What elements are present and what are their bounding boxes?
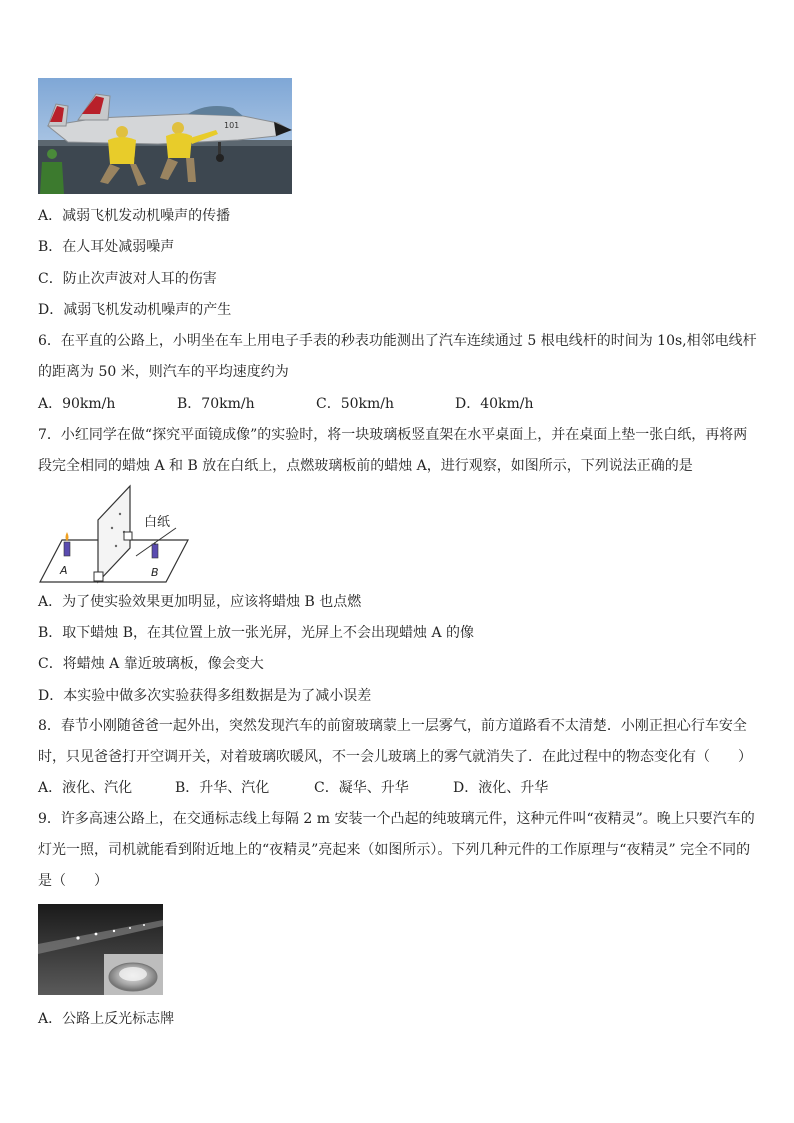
q5-option-b: B．在人耳处减弱噪声	[38, 239, 175, 255]
q8-option-b: B．升华、汽化	[175, 780, 270, 796]
q8-stem: 8．春节小刚随爸爸一起外出，突然发现汽车的前窗玻璃蒙上一层雾气，前方道路看不太清楚．小刚正担心行车安全时，只见爸爸打开空调开关，对着玻璃吹暖风，不一会儿玻璃上的雾气就消失了．在此过程中的物态变化有（ ）	[38, 718, 752, 765]
q5-option-d: D．减弱飞机发动机噪声的产生	[38, 302, 232, 318]
q7-option-c: C．将蜡烛 A 靠近玻璃板，像会变大	[38, 656, 264, 672]
mirror-candle-figure	[38, 484, 198, 586]
q7-stem: 7．小红同学在做“探究平面镜成像”的实验时，将一块玻璃板竖直架在水平桌面上，并在桌面上垫一张白纸，再将两段完全相同的蜡烛 A 和 B 放在白纸上，点燃玻璃板前的蜡烛 A，进行观察，如图所示，下列说法正确的是	[38, 427, 748, 474]
carrier-jet-photo	[38, 78, 292, 194]
q8-options	[38, 778, 548, 798]
road-reflector-photo	[38, 904, 163, 995]
q7-option-b: B．取下蜡烛 B，在其位置上放一张光屏，光屏上不会出现蜡烛 A 的像	[38, 625, 475, 641]
q7-option-a: A．为了使实验效果更加明显，应该将蜡烛 B 也点燃	[38, 594, 362, 610]
q8-option-c: C．凝华、升华	[314, 780, 409, 796]
q6-option-c: C．50km/h	[316, 396, 395, 412]
candle-b-label: B	[151, 566, 159, 579]
q9-stem: 9．许多高速公路上，在交通标志线上每隔 2 m 安装一个凸起的纯玻璃元件，这种元件叫“夜精灵”。晚上只要汽车的灯光一照，司机就能看到附近地上的“夜精灵”亮起来（如图所示）。下列几种元件的工作原理与“夜精灵” 完全不同的是（ ）	[38, 811, 755, 889]
q6-option-d: D．40km/h	[455, 396, 534, 412]
q5-option-a: A．减弱飞机发动机噪声的传播	[38, 208, 231, 224]
paper-label: 白纸	[144, 515, 171, 530]
q6-options	[38, 394, 534, 414]
q9-option-a: A．公路上反光标志牌	[38, 1011, 175, 1027]
candle-a-label: A	[60, 564, 68, 577]
q5-option-c: C．防止次声波对人耳的伤害	[38, 271, 217, 287]
q6-option-b: B．70km/h	[177, 396, 255, 412]
q6-option-a: A．90km/h	[38, 396, 116, 412]
jet-number: 101	[224, 121, 240, 130]
q7-option-d: D．本实验中做多次实验获得多组数据是为了减小误差	[38, 688, 372, 704]
q8-option-a: A．液化、汽化	[38, 780, 133, 796]
q6-stem: 6．在平直的公路上，小明坐在车上用电子手表的秒表功能测出了汽车连续通过 5 根电线杆的时间为 10s,相邻电线杆的距离为 50 米，则汽车的平均速度约为	[38, 333, 757, 380]
q8-option-d: D．液化、升华	[453, 780, 549, 796]
